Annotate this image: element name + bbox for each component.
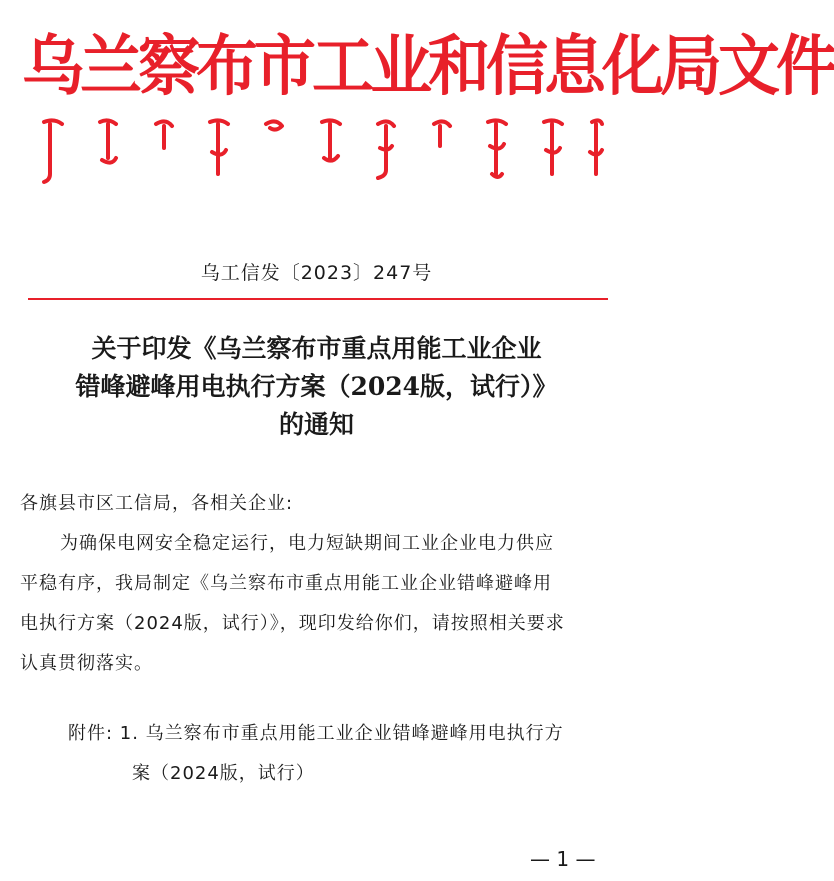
title-line-2: 错峰避峰用电执行方案（2024版，试行）》	[75, 372, 558, 401]
mongolian-script-icon	[30, 112, 605, 186]
attachment-line-2: 案（2024版，试行）	[132, 763, 315, 784]
attachment-line-1: 附件: 1. 乌兰察布市重点用能工业企业错峰避峰用电执行方	[68, 723, 564, 744]
salutation: 各旗县市区工信局，各相关企业:	[20, 493, 294, 514]
body-paragraph	[20, 524, 620, 684]
document-number: 乌工信发〔2023〕247号	[200, 262, 433, 284]
paragraph-line-4: 认真贯彻落实。	[20, 653, 153, 674]
red-divider-line	[28, 298, 608, 300]
paragraph-line-2: 平稳有序，我局制定《乌兰察布市重点用能工业企业错峰避峰用	[20, 573, 552, 594]
paragraph-line-3: 电执行方案（2024版，试行）》，现印发给你们，请按照相关要求	[20, 613, 565, 634]
document-title	[20, 330, 613, 444]
title-line-1: 关于印发《乌兰察布市重点用能工业企业	[91, 334, 542, 363]
page-number: — 1 —	[530, 847, 596, 871]
masthead-title: 乌兰察布市工业和信息化局文件	[22, 27, 834, 105]
paragraph-line-1: 为确保电网安全稳定运行，电力短缺期间工业企业电力供应	[60, 533, 554, 554]
attachment-note	[68, 714, 618, 794]
title-line-3: 的通知	[278, 410, 354, 439]
